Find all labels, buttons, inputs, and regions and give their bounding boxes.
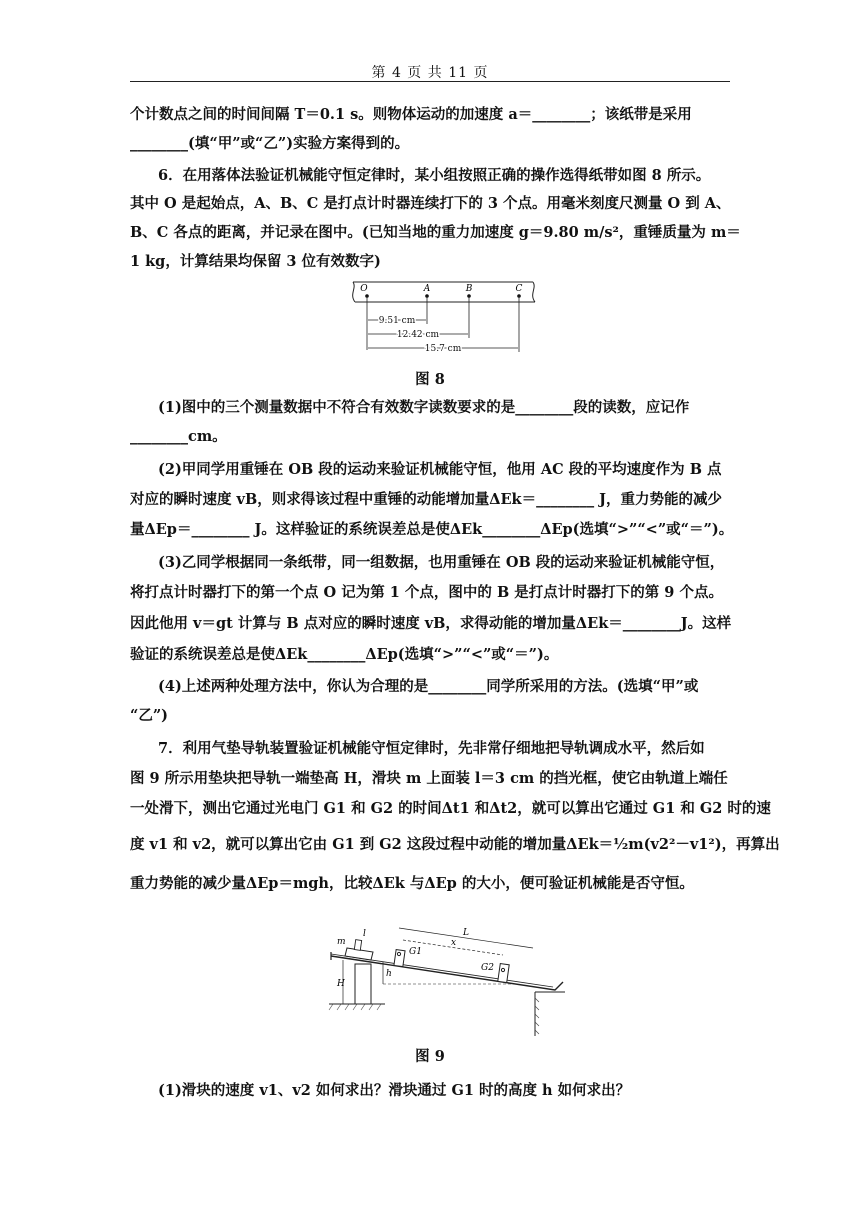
text-line: 个计数点之间的时间间隔 T＝0.1 s。则物体运动的加速度 a＝________；该纸带是采用	[130, 106, 692, 123]
sub-question-3: (3)乙同学根据同一条纸带，同一组数据，也用重锤在 OB 段的运动来验证机械能守恒，	[158, 554, 725, 571]
question-7-line: 7．利用气垫导轨装置验证机械能守恒定律时，先非常仔细地把导轨调成水平，然后如	[158, 740, 705, 757]
figure-9-air-track	[325, 918, 575, 1040]
point-label-b: B	[465, 284, 473, 294]
page-header: 第 4 页 共 11 页	[371, 65, 489, 81]
dim-ob: 12.42 cm	[396, 330, 440, 340]
label-m: m	[337, 937, 346, 947]
question-6-line: B、C 各点的距离，并记录在图中。(已知当地的重力加速度 g＝9.80 m/s²，重锤质量为 m＝	[130, 224, 741, 241]
sub-question-2: 对应的瞬时速度 vB，则求得该过程中重锤的动能增加量ΔEk＝________ J，重力势能的减少	[130, 491, 722, 508]
point-label-c: C	[515, 284, 523, 294]
label-l-small: l	[363, 929, 366, 939]
dim-oc: 15.7 cm	[424, 344, 462, 354]
question-6-line: 6．在用落体法验证机械能守恒定律时，某小组按照正确的操作选得纸带如图 8 所示。	[158, 167, 711, 184]
question-7-line: 图 9 所示用垫块把导轨一端垫高 H，滑块 m 上面装 l＝3 cm 的挡光框，使它由轨道上端任	[130, 770, 728, 787]
dim-oa: 9.51 cm	[378, 316, 416, 326]
label-g2: G2	[481, 963, 494, 973]
question-7-line: 一处滑下，测出它通过光电门 G1 和 G2 的时间Δt1 和Δt2，就可以算出它通过 G1 和 G2 时的速	[130, 800, 771, 817]
label-h-lower: h	[386, 969, 392, 979]
sub-question-3: 将打点计时器打下的第一个点 O 记为第 1 个点，图中的 B 是打点计时器打下的第 9 个点。	[130, 584, 723, 601]
point-label-o: O	[360, 284, 368, 294]
sub-question-7-1: (1)滑块的速度 v1、v2 如何求出？滑块通过 G1 时的高度 h 如何求出？	[158, 1082, 631, 1099]
sub-question-1: ________cm。	[130, 428, 227, 445]
question-7-line: 重力势能的减少量ΔEp＝mgh，比较ΔEk 与ΔEp 的大小，便可验证机械能是否守恒。	[130, 875, 694, 892]
figure-8-caption: 图 8	[415, 371, 445, 388]
sub-question-4: “乙”)	[130, 707, 169, 724]
text-line: ________(填“甲”或“乙”)实验方案得到的。	[130, 135, 410, 152]
track	[331, 956, 563, 990]
sub-question-3: 因此他用 v＝gt 计算与 B 点对应的瞬时速度 vB，求得动能的增加量ΔEk＝________J。这样	[130, 615, 732, 632]
figure-9-caption: 图 9	[415, 1048, 445, 1065]
sub-question-1: (1)图中的三个测量数据中不符合有效数字读数要求的是________段的读数，应记作	[158, 399, 690, 416]
sub-question-2: 量ΔEp＝________ J。这样验证的系统误差总是使ΔEk________ΔEp(选填“>”“<”或“＝”)。	[130, 521, 734, 538]
header-rule	[130, 81, 730, 82]
label-x: x	[451, 938, 457, 948]
gate-g2	[498, 964, 509, 983]
question-6-line: 1 kg，计算结果均保留 3 位有效数字)	[130, 253, 381, 270]
slider	[345, 940, 373, 960]
support-block	[355, 964, 371, 1004]
sub-question-3: 验证的系统误差总是使ΔEk________ΔEp(选填“>”“<”或“＝”)。	[130, 646, 559, 663]
question-7-line: 度 v1 和 v2，就可以算出它由 G1 到 G2 这段过程中动能的增加量ΔEk＝½m(v2²－v1²)，再算出	[130, 836, 780, 853]
label-h-upper: H	[337, 979, 345, 989]
label-g1: G1	[409, 947, 422, 957]
point-label-a: A	[423, 284, 431, 294]
figure-8-tape	[345, 280, 545, 360]
question-6-line: 其中 O 是起始点，A、B、C 是打点计时器连续打下的 3 个点。用毫米刻度尺测量 O 到 A、	[130, 195, 731, 212]
sub-question-4: (4)上述两种处理方法中，你认为合理的是________同学所采用的方法。(选填“甲”或	[158, 678, 699, 695]
label-l-length: L	[463, 928, 469, 938]
sub-question-2: (2)甲同学用重锤在 OB 段的运动来验证机械能守恒，他用 AC 段的平均速度作为 B 点	[158, 461, 722, 478]
